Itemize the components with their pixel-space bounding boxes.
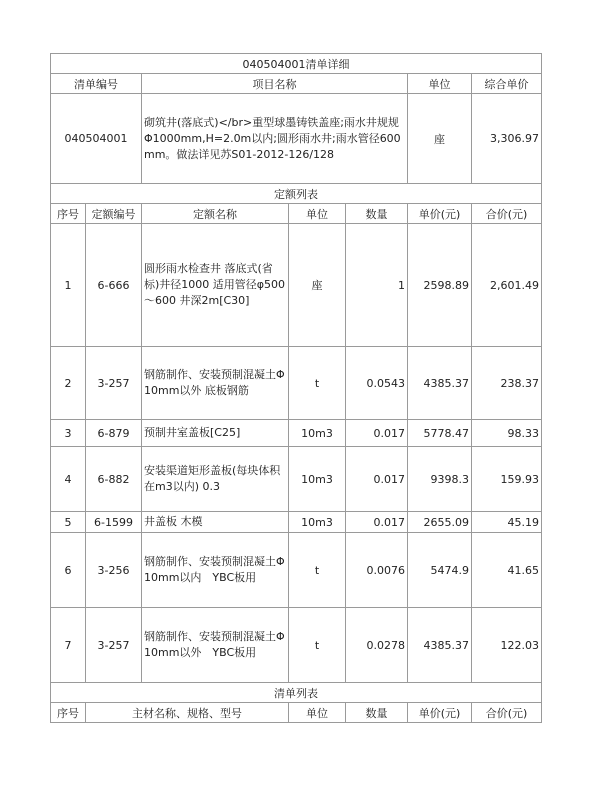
- main-item-unit: 座: [408, 94, 472, 184]
- header-unit: 单位: [408, 74, 472, 94]
- bill-detail-table: [50, 53, 542, 723]
- main-item-code: 040504001: [51, 94, 142, 184]
- main-item-name: 砌筑井(落底式)</br>重型球墨铸铁盖座;雨水井规规Φ1000mm,H=2.0m以内;圆形雨水井;雨水管径600mm。做法详见苏S01-2012-126/128: [142, 94, 408, 184]
- table-title: 040504001清单详细: [51, 54, 542, 74]
- quota-name: 钢筋制作、安装预制混凝土Φ10mm以外 YBC板用: [142, 608, 289, 683]
- material-header-row: [51, 703, 542, 723]
- quota-seq: 3: [51, 420, 86, 447]
- quota-unit: t: [289, 533, 346, 608]
- quota-seq: 6: [51, 533, 86, 608]
- quota-price: 4385.37: [408, 347, 472, 420]
- quota-header-code: 定额编号: [86, 204, 142, 224]
- quota-row: [51, 224, 542, 347]
- quota-code: 3-256: [86, 533, 142, 608]
- material-header-price: 单价(元): [408, 703, 472, 723]
- header-bill-code: 清单编号: [51, 74, 142, 94]
- material-header-total: 合价(元): [472, 703, 542, 723]
- quota-name: 钢筋制作、安装预制混凝土Φ10mm以内 YBC板用: [142, 533, 289, 608]
- quota-unit: t: [289, 347, 346, 420]
- quota-total: 238.37: [472, 347, 542, 420]
- quota-total: 2,601.49: [472, 224, 542, 347]
- quota-unit: 10m3: [289, 447, 346, 512]
- header-item-name: 项目名称: [142, 74, 408, 94]
- quota-qty: 0.017: [346, 512, 408, 533]
- quota-header-price: 单价(元): [408, 204, 472, 224]
- quota-qty: 0.0076: [346, 533, 408, 608]
- quota-total: 159.93: [472, 447, 542, 512]
- quota-header-total: 合价(元): [472, 204, 542, 224]
- quota-seq: 4: [51, 447, 86, 512]
- quota-unit: 10m3: [289, 420, 346, 447]
- quota-price: 2598.89: [408, 224, 472, 347]
- quota-seq: 2: [51, 347, 86, 420]
- quota-code: 3-257: [86, 347, 142, 420]
- quota-code: 3-257: [86, 608, 142, 683]
- quota-total: 45.19: [472, 512, 542, 533]
- quota-header-name: 定额名称: [142, 204, 289, 224]
- material-header-seq: 序号: [51, 703, 86, 723]
- quota-qty: 0.017: [346, 420, 408, 447]
- quota-price: 4385.37: [408, 608, 472, 683]
- quota-name: 安装渠道矩形盖板(每块体积在m3以内) 0.3: [142, 447, 289, 512]
- quota-row: [51, 347, 542, 420]
- quota-header-seq: 序号: [51, 204, 86, 224]
- quota-section-title: 定额列表: [51, 184, 542, 204]
- main-item-row: [51, 94, 542, 184]
- quota-code: 6-882: [86, 447, 142, 512]
- quota-qty: 0.0278: [346, 608, 408, 683]
- quota-header-row: [51, 204, 542, 224]
- quota-row: [51, 608, 542, 683]
- quota-qty: 1: [346, 224, 408, 347]
- quota-unit: t: [289, 608, 346, 683]
- quota-name: 圆形雨水检查井 落底式(省标)井径1000 适用管径φ500～600 井深2m[C30]: [142, 224, 289, 347]
- quota-seq: 5: [51, 512, 86, 533]
- material-header-name: 主材名称、规格、型号: [86, 703, 289, 723]
- quota-seq: 7: [51, 608, 86, 683]
- main-header-row: [51, 74, 542, 94]
- quota-header-unit: 单位: [289, 204, 346, 224]
- quota-total: 122.03: [472, 608, 542, 683]
- header-unit-price: 综合单价: [472, 74, 542, 94]
- material-section-title: 清单列表: [51, 683, 542, 703]
- quota-price: 5778.47: [408, 420, 472, 447]
- quota-name: 井盖板 木模: [142, 512, 289, 533]
- quota-code: 6-879: [86, 420, 142, 447]
- material-header-qty: 数量: [346, 703, 408, 723]
- quota-row: [51, 512, 542, 533]
- quota-header-qty: 数量: [346, 204, 408, 224]
- quota-seq: 1: [51, 224, 86, 347]
- quota-total: 98.33: [472, 420, 542, 447]
- quota-qty: 0.017: [346, 447, 408, 512]
- quota-price: 9398.3: [408, 447, 472, 512]
- quota-unit: 10m3: [289, 512, 346, 533]
- quota-qty: 0.0543: [346, 347, 408, 420]
- material-header-unit: 单位: [289, 703, 346, 723]
- quota-price: 2655.09: [408, 512, 472, 533]
- quota-row: [51, 420, 542, 447]
- main-item-unit-price: 3,306.97: [472, 94, 542, 184]
- quota-code: 6-1599: [86, 512, 142, 533]
- quota-total: 41.65: [472, 533, 542, 608]
- quota-code: 6-666: [86, 224, 142, 347]
- quota-name: 预制井室盖板[C25]: [142, 420, 289, 447]
- quota-row: [51, 533, 542, 608]
- quota-name: 钢筋制作、安装预制混凝土Φ10mm以外 底板钢筋: [142, 347, 289, 420]
- quota-unit: 座: [289, 224, 346, 347]
- quota-price: 5474.9: [408, 533, 472, 608]
- quota-row: [51, 447, 542, 512]
